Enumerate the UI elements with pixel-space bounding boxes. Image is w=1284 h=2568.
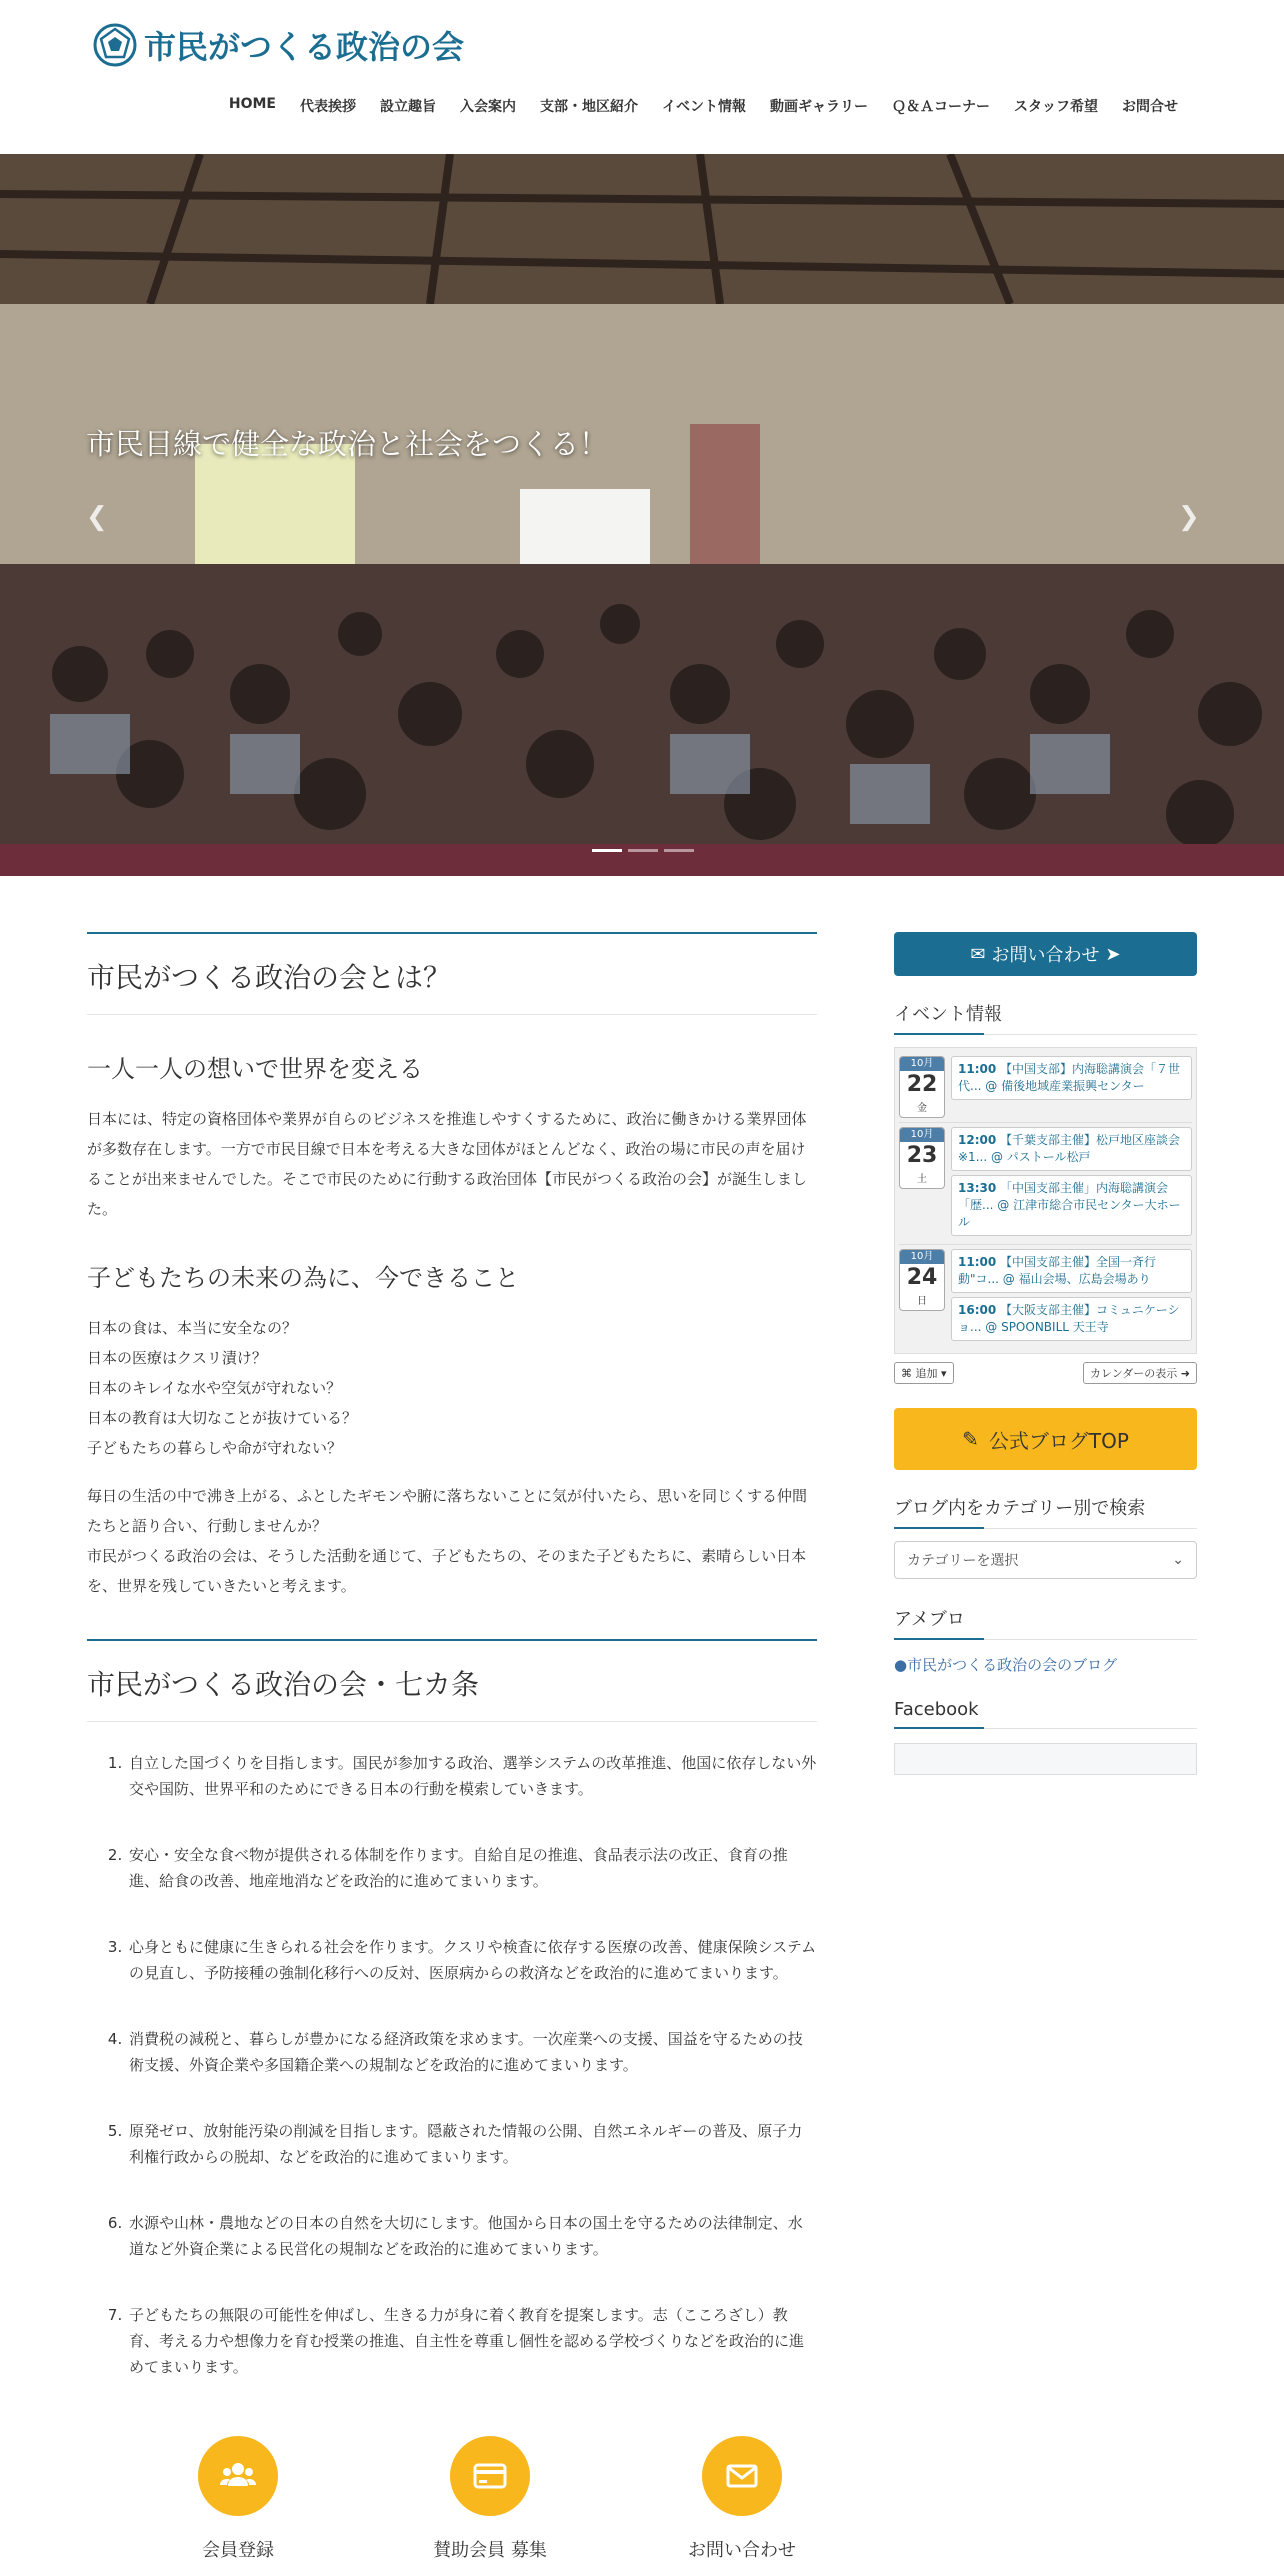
question-item: 子どもたちの暮らしや命が守れない？ [87,1439,343,1457]
add-label: 追加 [915,1367,938,1380]
article-item: 1. 自立した国づくりを目指します。国民が参加する政治、選挙システムの改革推進、他国に依存しない外交や国防、世界平和のためにできる日本の行動を模索していきます。 [127,1750,817,1802]
chevron-down-icon: ⌄ [1172,1552,1184,1568]
nav-events[interactable]: イベント情報 [662,99,746,115]
event-calendar [894,1047,1197,1354]
calendar-label: カレンダーの表示 [1089,1367,1178,1380]
date-weekday: 金 [917,1103,927,1114]
users-icon [198,2436,278,2516]
event-time: 11:00 [958,1062,997,1076]
event-text: 【千葉支部主催】松戸地区座談会※1... @ パストール松戸 [958,1133,1181,1164]
event-time: 13:30 [958,1181,997,1195]
carousel-indicator-2[interactable] [628,849,658,852]
event-time: 11:00 [958,1255,997,1269]
credit-card-icon [450,2436,530,2516]
hero-carousel [0,154,1284,876]
supporting-member-link[interactable] [410,2436,570,2562]
paragraph-action: 毎日の生活の中で沸き上がる、ふとしたギモンや腑に落ちないことに気が付いたら、思いを同じくする仲間たちと語り合い、行動しませんか？ [87,1487,808,1535]
hero-caption: 市民目線で健全な政治と社会をつくる！ [86,427,609,461]
envelope-icon: ✉ [970,943,986,965]
section-title-about: 市民がつくる政治の会とは？ [87,932,817,1015]
date-badge [899,1056,945,1118]
nav-contact[interactable]: お問合せ [1122,99,1178,115]
official-blog-button[interactable] [894,1408,1197,1470]
question-list [87,1313,817,1463]
caret-down-icon: ▾ [941,1367,947,1380]
date-month: 10月 [900,1250,944,1264]
carousel-prev-icon[interactable]: ❮ [86,502,108,532]
logo-text: 市民がつくる政治の会 [144,28,465,66]
nav-qa[interactable]: Ｑ＆Ａコーナー [892,99,990,115]
arrow-right-icon: ➜ [1180,1367,1190,1380]
carousel-next-icon[interactable]: ❯ [1178,502,1200,532]
heading-change-world: 一人一人の想いで世界を変える [87,1055,423,1083]
carousel-indicator-1[interactable] [592,849,622,852]
question-item: 日本のキレイな水や空気が守れない？ [87,1379,342,1397]
seven-articles-list [87,1750,817,2380]
date-month: 10月 [900,1057,944,1071]
rss-icon: ⌘ [901,1367,912,1380]
nav-greeting[interactable]: 代表挨拶 [300,99,356,115]
logo-emblem-icon [92,22,138,68]
cta-label: お問い合わせ [688,2540,796,2561]
date-day: 22 [906,1072,938,1097]
article-item: 3. 心身ともに健康に生きられる社会を作ります。クスリや検査に依存する医療の改善、健康保険システムの見直し、予防接種の強制化移行への反対、医原病からの救済などを政治的に進めてまいります。 [127,1934,817,1986]
event-text: 【中国支部主催】全国一斉行動"コ... @ 福山会場、広島会場あり [958,1255,1157,1286]
carousel-indicators [592,849,694,852]
event-text: 【大阪支部主催】コミュニケーショ... @ SPOONBILL 天王寺 [958,1303,1180,1334]
date-month: 10月 [900,1128,944,1142]
nav-join[interactable]: 入会案内 [460,99,516,115]
event-item[interactable] [951,1127,1192,1171]
sidebar [894,932,1197,1775]
event-item[interactable] [951,1249,1192,1293]
category-select[interactable] [894,1541,1197,1579]
site-header [0,0,1284,154]
question-item: 日本の医療はクスリ漬け？ [87,1349,267,1367]
date-day: 24 [906,1265,938,1290]
contact-button-label: お問い合わせ [991,945,1100,966]
date-badge [899,1249,945,1311]
calendar-day [899,1052,1192,1123]
date-badge [899,1127,945,1189]
nav-branches[interactable]: 支部・地区紹介 [540,99,638,115]
event-item[interactable] [951,1297,1192,1341]
event-time: 12:00 [958,1133,997,1147]
facebook-widget-title: Facebook [894,1699,1197,1729]
nav-home[interactable]: HOME [228,96,276,112]
event-text: 「中国支部主催」内海聡講演会「歴... @ 江津市総合市民センター大ホール [958,1181,1181,1229]
contact-link[interactable] [662,2436,822,2562]
question-item: 日本の食は、本当に安全なの？ [87,1319,298,1337]
date-weekday: 日 [917,1296,927,1307]
edit-icon: ✎ [962,1427,979,1451]
nav-staff[interactable]: スタッフ希望 [1014,99,1098,115]
article-item: 5. 原発ゼロ、放射能汚染の削減を目指します。隠蔽された情報の公開、自然エネルギーの普及、原子力利権行政からの脱却、などを政治的に進めてまいります。 [127,2118,817,2170]
nav-videos[interactable]: 動画ギャラリー [770,99,868,115]
envelope-icon [702,2436,782,2516]
article-item: 6. 水源や山林・農地などの日本の自然を大切にします。他国から日本の国土を守るための法律制定、水道など外資企業による民営化の規制などを政治的に進めてまいります。 [127,2210,817,2262]
ameblo-widget-title: アメブロ [894,1605,1197,1640]
event-text: 【中国支部】内海聡講演会「７世代... @ 備後地域産業振興センター [958,1062,1181,1093]
events-widget-title: イベント情報 [894,1000,1197,1035]
main-nav [230,96,1190,116]
category-widget-title: ブログ内をカテゴリー別で検索 [894,1494,1197,1529]
calendar-footer [894,1362,1197,1384]
event-item[interactable] [951,1175,1192,1236]
add-calendar-button[interactable] [894,1362,954,1384]
cta-label: 会員登録 [202,2540,274,2561]
paragraph-intro: 日本には、特定の資格団体や業界が自らのビジネスを推進しやすくするために、政治に働きかける業界団体が多数存在します。一方で市民目線で日本を考える大きな団体がほとんどなく、政治の場に市民の声を届けることが出来ませんでした。そこで市民のために行動する政治団体【市民がつくる政治の会】が誕生しました。 [87,1110,808,1218]
section-title-seven-articles: 市民がつくる政治の会・七カ条 [87,1639,817,1722]
cta-label: 賛助会員 募集 [433,2540,547,2561]
question-item: 日本の教育は大切なことが抜けている？ [87,1409,358,1427]
carousel-indicator-3[interactable] [664,849,694,852]
member-registration-link[interactable] [158,2436,318,2562]
arrow-circle-right-icon: ➤ [1105,943,1121,965]
category-select-value: カテゴリーを選択 [907,1553,1019,1569]
hero-photo [0,154,1284,876]
ameblo-blog-link[interactable]: ●市民がつくる政治の会のブログ [894,1656,1118,1674]
event-time: 16:00 [958,1303,997,1317]
heading-children-future: 子どもたちの未来の為に、今できること [87,1264,519,1292]
calendar-day [899,1123,1192,1245]
nav-purpose[interactable]: 設立趣旨 [380,99,436,115]
event-item[interactable] [951,1056,1192,1100]
facebook-embed[interactable] [894,1743,1197,1775]
main-content [87,932,817,2420]
blog-button-label: 公式ブログTOP [988,1428,1129,1453]
article-item: 2. 安心・安全な食べ物が提供される体制を作ります。自給自足の推進、食品表示法の改正、食育の推進、給食の改善、地産地消などを政治的に進めてまいります。 [127,1842,817,1894]
site-logo[interactable] [92,22,464,68]
cta-row [158,2436,858,2566]
sidebar-contact-button[interactable] [894,932,1197,976]
paragraph-vision: 市民がつくる政治の会は、そうした活動を通じて、子どもたちの、そのまた子どもたちに、素晴らしい日本を、世界を残していきたいと考えます。 [87,1547,807,1595]
date-weekday: 土 [917,1174,927,1185]
article-item: 7. 子どもたちの無限の可能性を伸ばし、生きる力が身に着く教育を提案します。志（こころざし）教育、考える力や想像力を育む授業の推進、自主性を尊重し個性を認める学校づくりなどを政治的に進めてまいります。 [127,2302,817,2380]
calendar-day [899,1245,1192,1349]
article-item: 4. 消費税の減税と、暮らしが豊かになる経済政策を求めます。一次産業への支援、国益を守るための技術支援、外資企業や多国籍企業への規制などを政治的に進めてまいります。 [127,2026,817,2078]
date-day: 23 [906,1143,938,1168]
show-calendar-button[interactable] [1083,1362,1197,1384]
